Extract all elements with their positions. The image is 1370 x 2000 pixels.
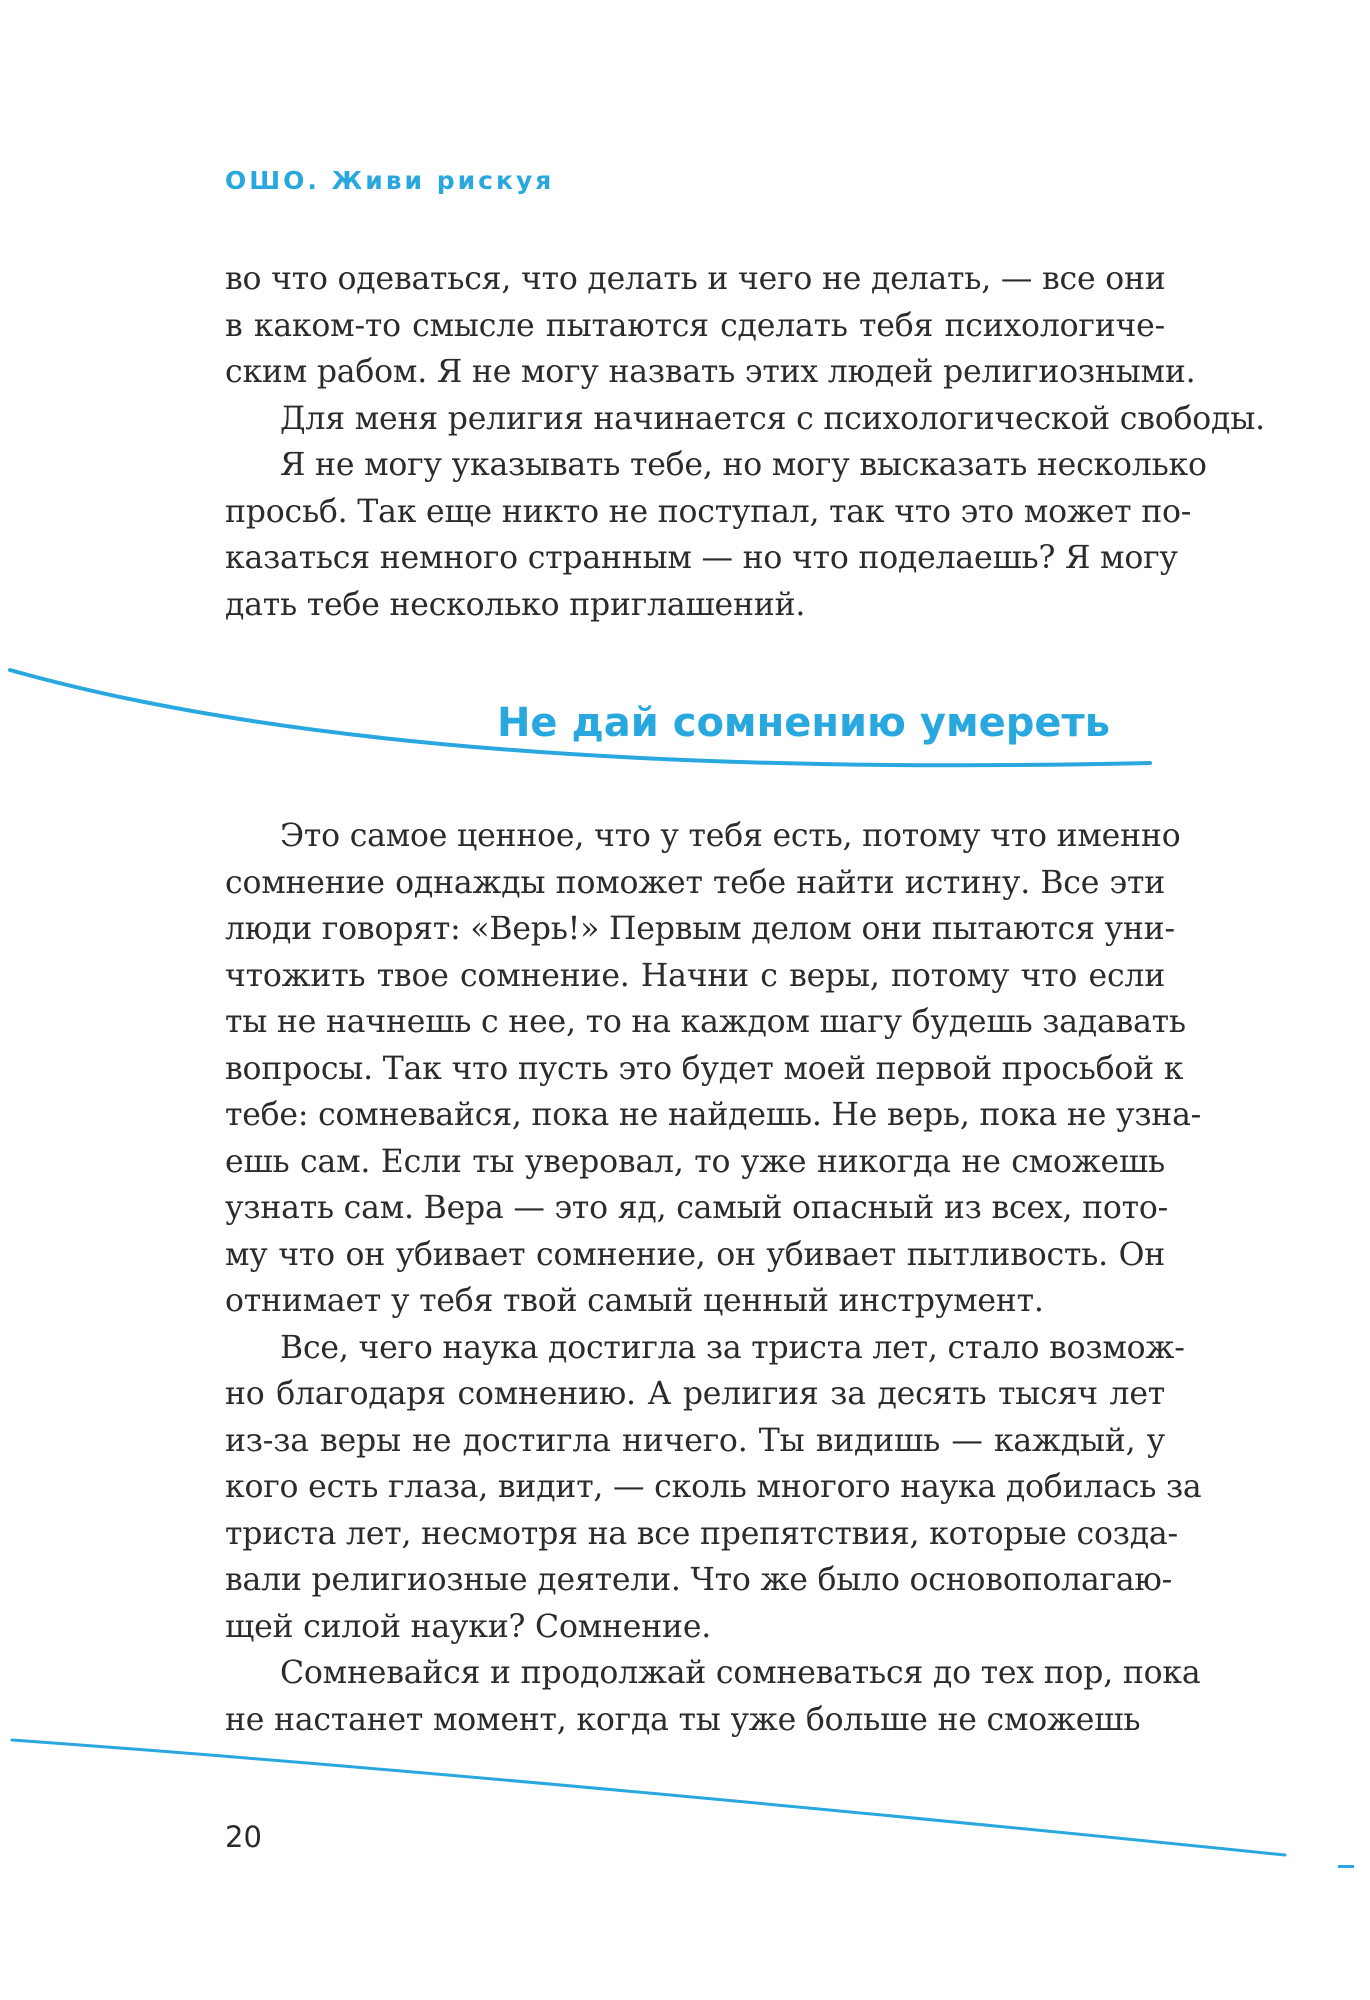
running-head: ОШО. Живи рискуя	[225, 166, 555, 195]
text-line: Это самое ценное, что у тебя есть, потому что именно	[280, 818, 1181, 854]
text-line: но благодаря сомнению. А религия за десять тысяч лет	[225, 1376, 1165, 1412]
text-line: в каком-то смысле пытаются сделать тебя психологиче-	[225, 307, 1165, 344]
text-line: ешь сам. Если ты уверовал, то уже никогда не сможешь	[225, 1143, 1165, 1180]
body-text-main	[225, 813, 1202, 1743]
text-line: узнать сам. Вера — это яд, самый опасный из всех, пото-	[225, 1190, 1169, 1226]
text-line: чтожить твое сомнение. Начни с веры, потому что если	[225, 957, 1165, 994]
text-line: Для меня религия начинается с психологической свободы.	[280, 400, 1265, 437]
text-line: ты не начнешь с нее, то на каждом шагу будешь задавать	[225, 1004, 1186, 1040]
body-text-top	[225, 256, 1265, 628]
text-line: вали религиозные деятели. Что же было основополагаю-	[225, 1562, 1173, 1598]
text-line: сомнение однажды поможет тебе найти истину. Все эти	[225, 864, 1165, 901]
text-line: ским рабом. Я не могу назвать этих людей религиозными.	[225, 354, 1196, 390]
text-line: из-за веры не достигла ничего. Ты видишь — каждый, у	[225, 1422, 1165, 1459]
text-line: люди говорят: «Верь!» Первым делом они пытаются уни-	[225, 911, 1175, 947]
text-line: триста лет, несмотря на все препятствия, которые созда-	[225, 1515, 1178, 1552]
text-line: вопросы. Так что пусть это будет моей первой просьбой к	[225, 1050, 1184, 1087]
text-line: Все, чего наука достигла за триста лет, стало возмож-	[280, 1329, 1185, 1366]
footer-swoosh-line	[12, 1740, 1285, 1855]
text-line: щей силой науки? Сомнение.	[225, 1608, 712, 1645]
text-line: му что он убивает сомнение, он убивает пытливость. Он	[225, 1236, 1165, 1273]
text-line: дать тебе несколько приглашений.	[225, 586, 806, 623]
text-line: отнимает у тебя твой самый ценный инструмент.	[225, 1283, 1044, 1319]
section-title: Не дай сомнению умереть	[496, 700, 1110, 746]
text-line: Я не могу указывать тебе, но могу высказать несколько	[280, 447, 1207, 483]
edge-mark	[1338, 1865, 1354, 1868]
text-line: кого есть глаза, видит, — сколь многого наука добилась за	[225, 1469, 1202, 1505]
text-line: Сомневайся и продолжай сомневаться до тех пор, пока	[280, 1655, 1201, 1691]
text-line: не настанет момент, когда ты уже больше не сможешь	[225, 1701, 1141, 1738]
text-line: казаться немного странным — но что поделаешь? Я могу	[225, 540, 1178, 576]
text-line: тебе: сомневайся, пока не найдешь. Не верь, пока не узна-	[225, 1097, 1202, 1133]
text-line: во что одеваться, что делать и чего не делать, — все они	[225, 261, 1166, 297]
page-number: 20	[225, 1820, 262, 1854]
text-line: просьб. Так еще никто не поступал, так что это может по-	[225, 493, 1192, 530]
